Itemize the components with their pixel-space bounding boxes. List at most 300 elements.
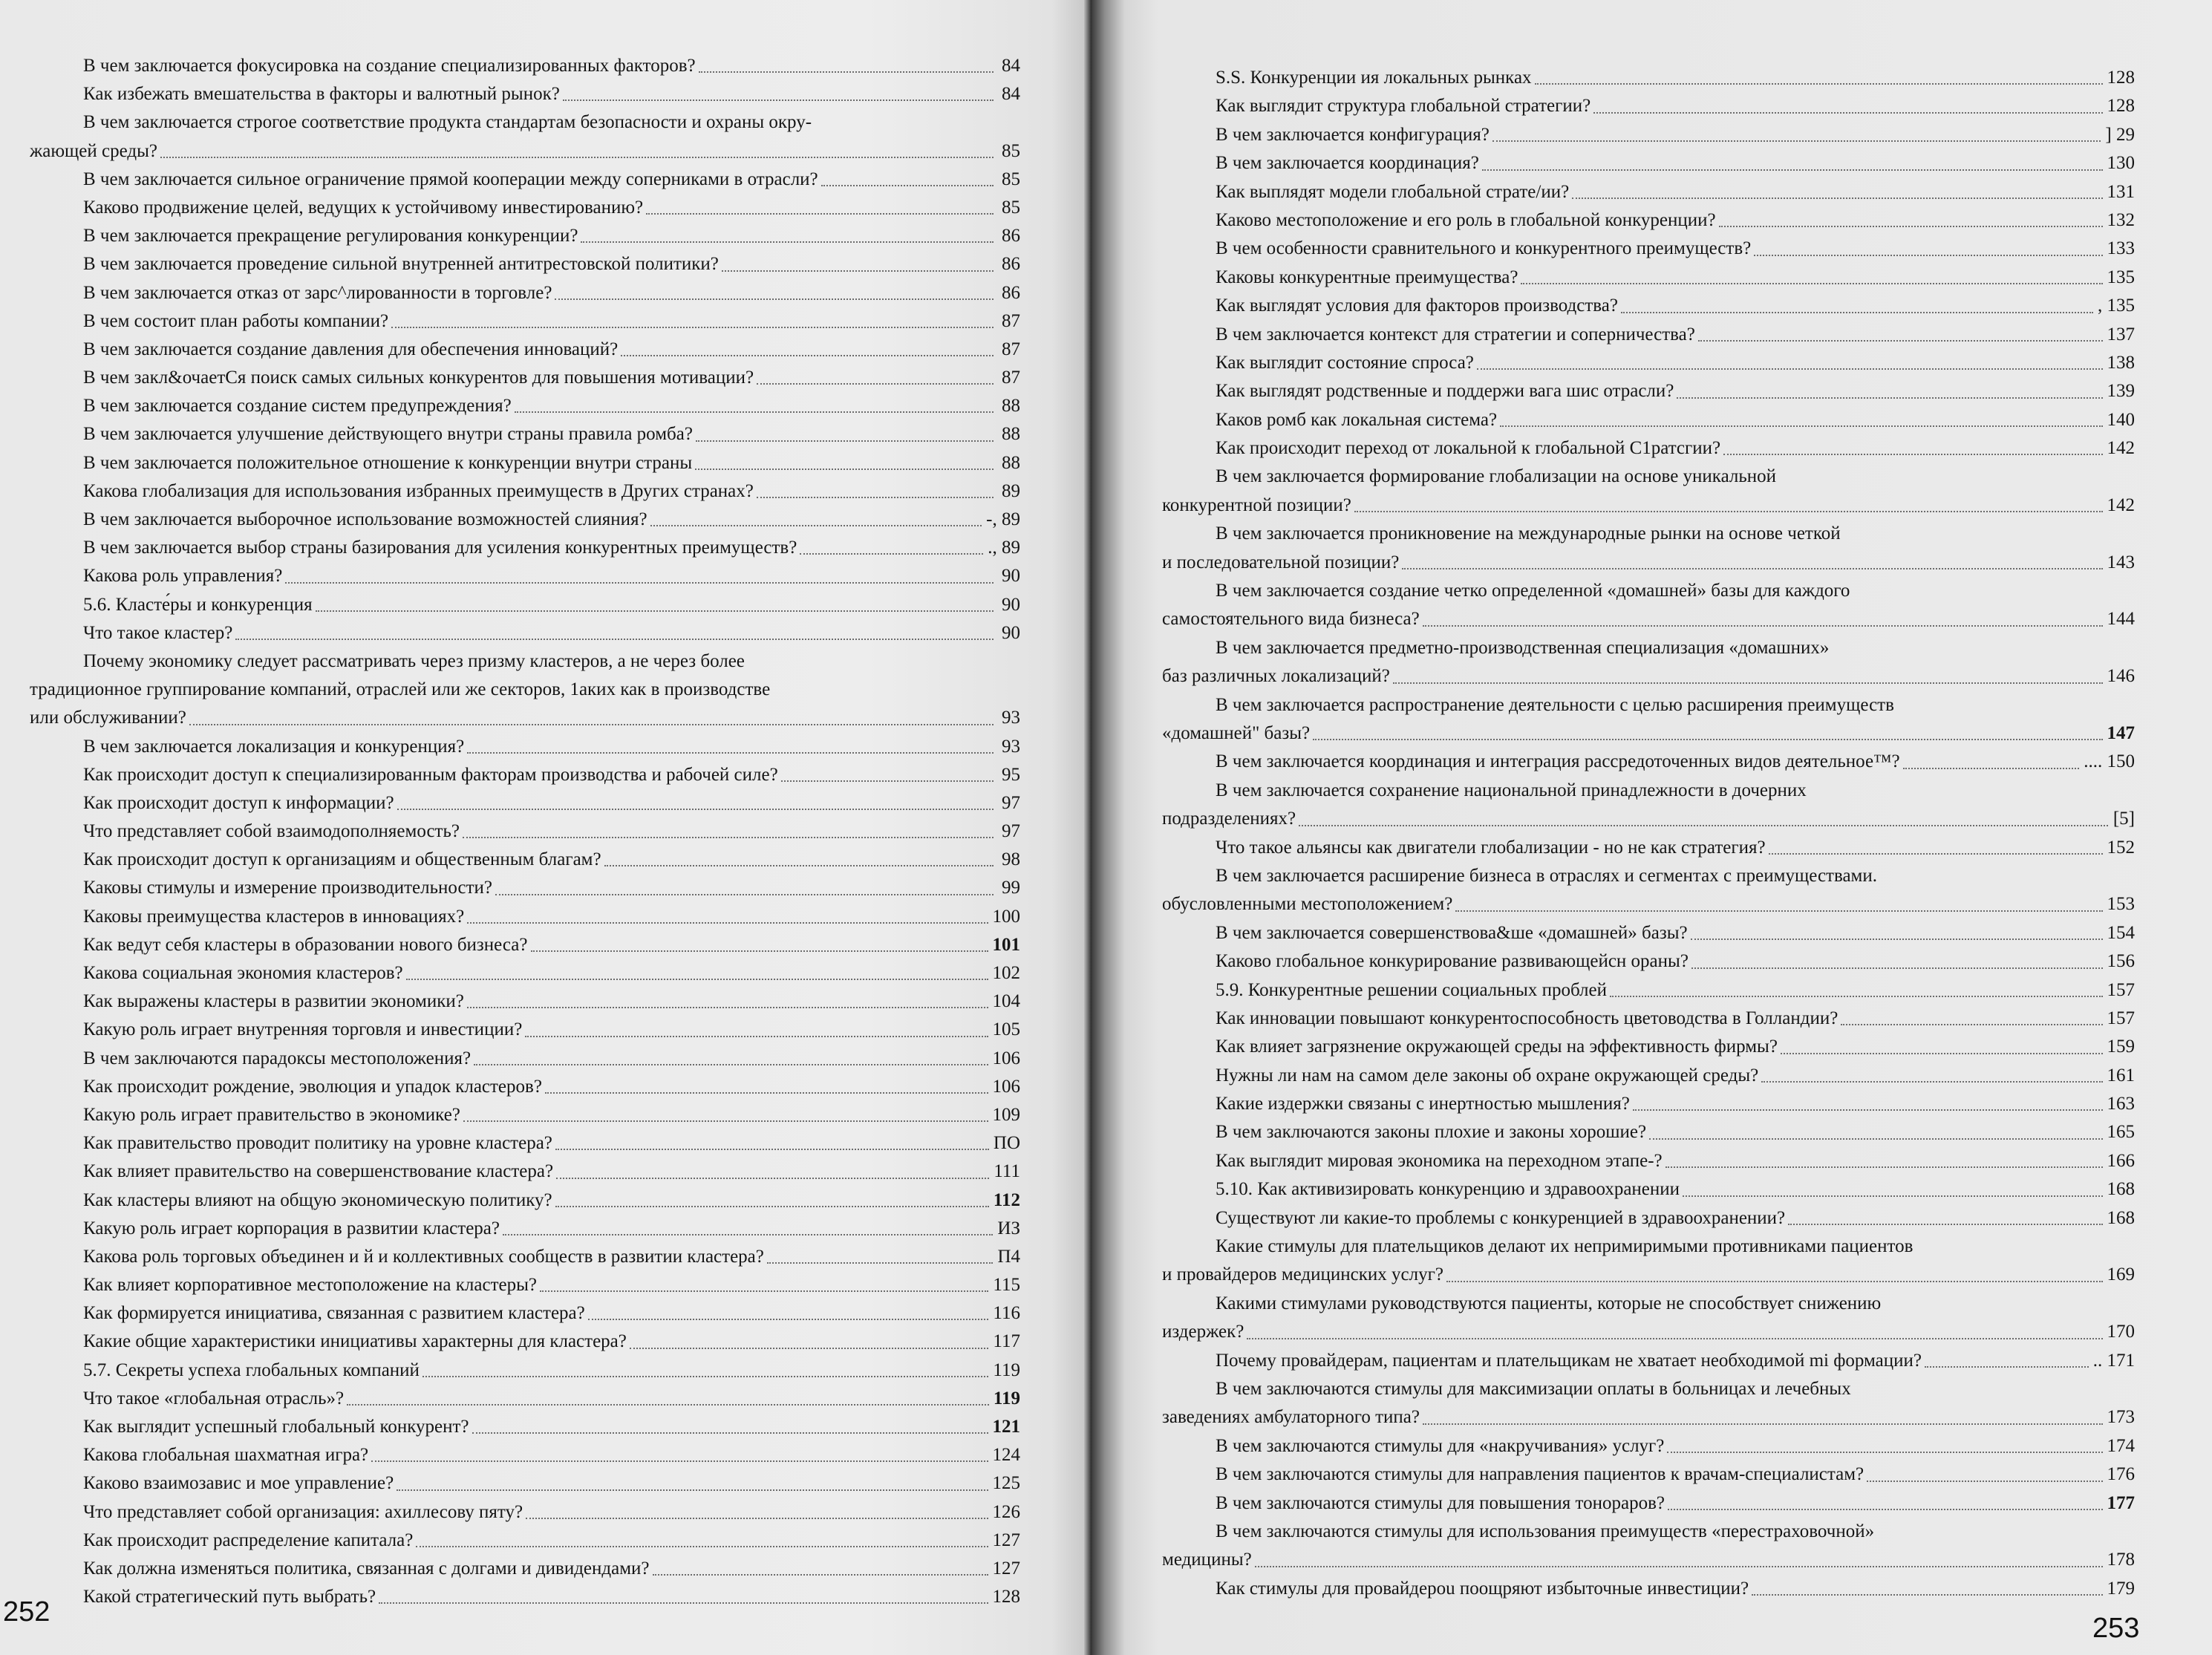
toc-entry-title: В чем заключаются законы плохие и законы хорошие?	[1216, 1122, 1647, 1143]
toc-entry[interactable]	[1162, 178, 2135, 206]
dot-leader	[722, 270, 994, 272]
toc-entry[interactable]	[30, 80, 1020, 108]
toc-page-number: 157	[2107, 979, 2135, 1000]
toc-entry-title: и последовательной позиции?	[1162, 552, 1400, 572]
toc-entry-title: жающей среды?	[30, 140, 157, 161]
toc-entry-title: и провайдеров медицинских услуг?	[1162, 1264, 1443, 1285]
toc-entry-line: В чем заключается распространение деятельности с целью расширения преимуществ	[1216, 694, 1894, 715]
toc-entry[interactable]	[1162, 805, 2135, 833]
toc-page-number: 85	[1002, 140, 1020, 161]
toc-page-number: 174	[2107, 1435, 2135, 1456]
toc-entry[interactable]	[30, 817, 1020, 846]
toc-entry-title: Каков ромб как локальная система?	[1216, 409, 1498, 430]
dot-leader	[588, 1318, 989, 1320]
toc-page-number: 128	[2107, 96, 2135, 117]
toc-entry[interactable]	[1162, 434, 2135, 463]
toc-entry-title: В чем заключаются стимулы для «накручивания» услуг?	[1216, 1435, 1665, 1456]
toc-entry[interactable]	[1162, 292, 2135, 320]
toc-page-number: 87	[1002, 339, 1020, 359]
toc-entry-title: Что такое «глобальная отрасль»?	[83, 1388, 345, 1408]
dot-leader	[555, 298, 994, 300]
toc-entry[interactable]	[1162, 834, 2135, 862]
toc-entry[interactable]	[1162, 947, 2135, 976]
toc-entry-title: Что представляет собой взаимодополняемость?	[83, 821, 460, 842]
dot-leader	[1719, 225, 2103, 227]
toc-page-number: 143	[2107, 552, 2135, 572]
toc-entry-title: В чем заключаются стимулы для направления пациентов к врачам-специалистам?	[1216, 1464, 1864, 1485]
toc-entry[interactable]	[1162, 549, 2135, 577]
toc-entry[interactable]	[1162, 264, 2135, 292]
dot-leader	[1754, 254, 2102, 256]
toc-entry-title: Какие общие характеристики инициативы характерны для кластера?	[83, 1331, 627, 1352]
toc-entry[interactable]	[30, 903, 1020, 931]
toc-entry-line: Какими стимулами руководствуются пациенты, которые не способствует снижению	[1216, 1293, 1882, 1313]
toc-entry[interactable]	[1162, 1005, 2135, 1033]
toc-page-number: 101	[992, 934, 1020, 955]
toc-page-number: 109	[992, 1104, 1020, 1125]
toc-entry[interactable]	[30, 279, 1020, 307]
toc-entry-title: Какие издержки связаны с инертностью мышления?	[1216, 1094, 1630, 1114]
dot-leader	[781, 780, 994, 782]
toc-page-number: 126	[992, 1501, 1020, 1522]
toc-page-number: 131	[2107, 181, 2135, 202]
dot-leader	[160, 156, 994, 158]
toc-entry-line: В чем заключается сохранение национальной принадлежности в дочерних	[1216, 780, 1807, 800]
toc-entry[interactable]	[30, 1045, 1020, 1073]
toc-entry[interactable]	[1162, 1460, 2135, 1489]
toc-entry-title: В чем заключается положительное отношение к конкуренции внутри страны	[83, 452, 693, 473]
toc-page-number: 157	[2107, 1008, 2135, 1028]
right-page	[1092, 0, 2212, 1655]
toc-entry[interactable]	[30, 1271, 1020, 1299]
toc-entry[interactable]	[30, 364, 1020, 392]
toc-entry[interactable]	[30, 1016, 1020, 1044]
toc-entry[interactable]	[30, 704, 1020, 732]
toc-entry[interactable]	[30, 1498, 1020, 1527]
dot-leader	[1761, 1080, 2102, 1083]
toc-entry[interactable]	[30, 1158, 1020, 1186]
toc-page-number: 119	[993, 1388, 1020, 1408]
toc-entry[interactable]	[30, 336, 1020, 364]
toc-entry-title: Что такое кластер?	[83, 622, 233, 643]
toc-entry[interactable]	[1162, 1062, 2135, 1090]
dot-leader	[650, 524, 982, 526]
dot-leader	[646, 212, 994, 215]
book-gutter	[1084, 0, 1092, 1655]
toc-entry[interactable]	[30, 931, 1020, 959]
toc-entry[interactable]	[30, 1413, 1020, 1441]
toc-entry[interactable]	[1162, 64, 2135, 92]
dot-leader	[1500, 425, 2102, 427]
dot-leader	[1535, 82, 2103, 85]
left-page	[0, 0, 1084, 1655]
toc-entry-title: Какой стратегический путь выбрать?	[83, 1587, 376, 1607]
toc-entry-title: В чем состоит план работы компании?	[83, 310, 389, 331]
toc-entry[interactable]	[30, 137, 1020, 166]
dot-leader	[391, 326, 994, 328]
dot-leader	[545, 1091, 988, 1094]
toc-entry-title: В чем заключается создание давления для обеспечения инноваций?	[83, 339, 619, 359]
toc-entry[interactable]	[30, 250, 1020, 278]
toc-entry[interactable]	[30, 1555, 1020, 1583]
toc-page-number: 121	[992, 1417, 1020, 1437]
toc-entry[interactable]	[30, 619, 1020, 647]
dot-leader	[467, 1006, 988, 1008]
toc-entry-title: Какую роль играет внутренняя торговля и инвестиции?	[83, 1019, 523, 1040]
toc-entry[interactable]	[1162, 1575, 2135, 1603]
toc-entry[interactable]	[30, 733, 1020, 761]
toc-entry[interactable]	[1162, 890, 2135, 918]
toc-entry[interactable]	[1162, 1347, 2135, 1375]
dot-leader	[1788, 1223, 2102, 1225]
toc-entry[interactable]	[30, 392, 1020, 420]
toc-entry-line: В чем заключается строгое соответствие продукта стандартам безопасности и охраны окру-	[83, 112, 812, 133]
toc-entry-title: издержек?	[1162, 1322, 1244, 1342]
toc-entry-title: В чем особенности сравнительного и конкурентного преимуществ?	[1216, 238, 1752, 259]
toc-entry-title: Нужны ли нам на самом деле законы об охране окружающей среды?	[1216, 1065, 1759, 1086]
toc-entry-title: Как влияет корпоративное местоположение на кластеры?	[83, 1275, 538, 1296]
toc-entry-title: Как выглядит мировая экономика на переходном этапе-?	[1216, 1150, 1663, 1171]
dot-leader	[563, 99, 994, 101]
toc-page-number: ИЗ	[997, 1218, 1020, 1238]
toc-entry-title: Как происходит доступ к специализированным факторам производства и рабочей силе?	[83, 764, 778, 785]
dot-leader	[474, 1063, 988, 1065]
toc-page-number: 166	[2107, 1150, 2135, 1171]
toc-entry[interactable]	[30, 1215, 1020, 1243]
toc-entry[interactable]	[30, 1299, 1020, 1328]
toc-page-number: 117	[993, 1331, 1020, 1352]
toc-entry-title: Каково продвижение целей, ведущих к устойчивому инвестированию?	[83, 197, 644, 218]
toc-entry[interactable]	[30, 1385, 1020, 1413]
toc-page-number: 93	[1002, 708, 1020, 728]
toc-page-number: 86	[1002, 254, 1020, 275]
dot-leader	[371, 1460, 988, 1462]
toc-entry[interactable]	[30, 534, 1020, 562]
dot-leader	[397, 808, 994, 810]
toc-entry[interactable]	[1162, 349, 2135, 377]
toc-entry[interactable]	[1162, 1118, 2135, 1146]
dot-leader	[1781, 1052, 2103, 1054]
dot-leader	[581, 241, 994, 243]
toc-entry-line: В чем заключается формирование глобализации на основе уникальной	[1216, 466, 1777, 487]
toc-page-number: 99	[1002, 878, 1020, 898]
toc-page-number: 173	[2107, 1407, 2135, 1428]
toc-page-number: 89	[1002, 480, 1020, 501]
toc-entry-title: Каково взаимозавис и мое управление?	[83, 1473, 394, 1494]
toc-page-number: .. 171	[2092, 1350, 2135, 1371]
dot-leader	[285, 581, 994, 584]
dot-leader	[531, 950, 988, 952]
dot-leader	[467, 751, 994, 754]
page-number: 252	[3, 1596, 50, 1628]
table-of-contents	[1162, 64, 2135, 1603]
toc-entry[interactable]	[30, 194, 1020, 222]
toc-entry-title: баз различных локализаций?	[1162, 666, 1390, 687]
toc-page-number: ПО	[993, 1133, 1020, 1154]
dot-leader	[1867, 1480, 2102, 1482]
toc-entry-line: В чем заключается проникновение на международные рынки на основе четкой	[1216, 523, 1841, 544]
toc-entry[interactable]	[1162, 377, 2135, 405]
toc-entry-title: Что представляет собой организация: ахиллесову пяту?	[83, 1501, 523, 1522]
dot-leader	[1610, 995, 2102, 997]
toc-page-number: 179	[2107, 1578, 2135, 1599]
dot-leader	[397, 1489, 988, 1491]
dot-leader	[463, 1120, 988, 1122]
dot-leader	[1393, 682, 2103, 684]
toc-entry-title: Как выглядят условия для факторов производства?	[1216, 296, 1618, 316]
toc-entry[interactable]	[30, 307, 1020, 336]
toc-entry[interactable]	[30, 477, 1020, 506]
toc-entry-title: Как должна изменяться политика, связанная с долгами и дивидендами?	[83, 1558, 650, 1579]
toc-entry-title: 5.10. Как активизировать конкуренцию и здравоохранении	[1216, 1179, 1680, 1200]
dot-leader	[1841, 1023, 2102, 1025]
toc-entry[interactable]	[1162, 92, 2135, 120]
toc-entry[interactable]	[1162, 919, 2135, 947]
toc-entry[interactable]	[30, 789, 1020, 817]
dot-leader	[653, 1573, 988, 1576]
toc-page-number: 169	[2107, 1264, 2135, 1285]
toc-entry[interactable]	[30, 1583, 1020, 1611]
toc-entry[interactable]	[1162, 149, 2135, 177]
toc-entry[interactable]	[1162, 206, 2135, 235]
dot-leader	[630, 1347, 989, 1349]
dot-leader	[467, 921, 988, 924]
toc-entry[interactable]	[1162, 719, 2135, 748]
toc-entry-title: заведениях амбулаторного типа?	[1162, 1407, 1420, 1428]
toc-page-number: 84	[1002, 56, 1020, 76]
toc-entry[interactable]	[30, 52, 1020, 80]
toc-page-number: 93	[1002, 736, 1020, 757]
toc-entry-title: В чем заключается выборочное использование возможностей слияния?	[83, 509, 647, 529]
toc-page-number: 112	[993, 1189, 1020, 1210]
toc-entry[interactable]	[30, 1243, 1020, 1271]
toc-entry[interactable]	[30, 222, 1020, 250]
toc-entry[interactable]	[1162, 1090, 2135, 1118]
toc-entry[interactable]	[30, 1527, 1020, 1555]
toc-entry-line: В чем заключается предметно-производственная специализация «домашних»	[1216, 637, 1830, 658]
toc-entry-title: Как стимулы для провайдероu поощряют избыточные инвестиции?	[1216, 1578, 1749, 1599]
dot-leader	[379, 1602, 988, 1604]
toc-page-number: 152	[2107, 837, 2135, 858]
toc-page-number: 90	[1002, 566, 1020, 587]
toc-entry[interactable]	[1162, 605, 2135, 633]
toc-entry[interactable]	[1162, 1318, 2135, 1346]
dot-leader	[1723, 453, 2102, 455]
toc-entry[interactable]	[1162, 1204, 2135, 1233]
toc-entry[interactable]	[30, 1073, 1020, 1101]
dot-leader	[1925, 1365, 2089, 1368]
toc-entry-title: Какую роль играет правительство в экономике?	[83, 1104, 460, 1125]
toc-page-number: -, 89	[986, 509, 1020, 529]
toc-entry[interactable]	[30, 959, 1020, 988]
toc-entry[interactable]	[30, 506, 1020, 534]
dot-leader	[1423, 624, 2103, 627]
dot-leader	[695, 468, 994, 470]
dot-leader	[621, 354, 994, 356]
toc-entry-title: В чем заключается конфигурация?	[1216, 124, 1490, 145]
dot-leader	[1667, 1451, 2102, 1453]
toc-entry[interactable]	[1162, 321, 2135, 349]
dot-leader	[1455, 910, 2102, 912]
toc-entry-title: В чем заключается совершенствова&ше «домашней» базы?	[1216, 922, 1688, 943]
toc-page-number: 88	[1002, 424, 1020, 445]
toc-page-number: 86	[1002, 282, 1020, 303]
toc-entry[interactable]	[30, 874, 1020, 902]
toc-entry-title: В чем заключается выбор страны базирования для усиления конкурентных преимуществ?	[83, 538, 797, 558]
toc-page-number: 159	[2107, 1037, 2135, 1057]
toc-entry[interactable]	[30, 1469, 1020, 1498]
toc-entry-title: В чем закл&очаетСя поиск самых сильных конкурентов для повышения мотивации?	[83, 368, 754, 388]
toc-page-number: .... 150	[2084, 751, 2135, 772]
toc-page-number: 104	[992, 991, 1020, 1012]
dot-leader	[503, 1233, 993, 1235]
toc-entry[interactable]	[30, 846, 1020, 874]
toc-entry[interactable]	[30, 1101, 1020, 1129]
toc-entry-title: «домашней" базы?	[1162, 722, 1311, 743]
toc-entry-title: Существуют ли какие-то проблемы с конкуренцией в здравоохранении?	[1216, 1207, 1786, 1228]
table-of-contents	[30, 52, 1020, 1611]
toc-page-number: 106	[992, 1048, 1020, 1068]
toc-entry-title: Какова роль управления?	[83, 566, 283, 587]
toc-entry[interactable]	[30, 420, 1020, 448]
toc-entry[interactable]	[30, 1357, 1020, 1385]
toc-entry[interactable]	[1162, 976, 2135, 1005]
toc-page-number: 87	[1002, 368, 1020, 388]
toc-entry-title: Каковы стимулы и измерение производительности?	[83, 878, 493, 898]
toc-entry[interactable]	[30, 1441, 1020, 1469]
toc-entry-title: Каковы преимущества кластеров в инновациях?	[83, 906, 465, 927]
toc-page-number: 95	[1002, 764, 1020, 785]
toc-entry-title: Почему провайдерам, пациентам и плательщикам не хватает необходимой mi формации?	[1216, 1350, 1922, 1371]
toc-entry-title: Как выглядят родственные и поддержи вага шис отрасли?	[1216, 381, 1674, 402]
toc-entry[interactable]	[30, 1129, 1020, 1158]
toc-entry[interactable]	[1162, 1546, 2135, 1574]
toc-page-number: 111	[994, 1161, 1020, 1182]
toc-entry-title: Как выглядит успешный глобальный конкурент?	[83, 1417, 469, 1437]
toc-page-number: 168	[2107, 1207, 2135, 1228]
toc-entry[interactable]	[30, 562, 1020, 590]
toc-entry-title: В чем заключается прекращение регулирования конкуренции?	[83, 226, 578, 247]
dot-leader	[1903, 767, 2080, 769]
toc-page-number: 125	[992, 1473, 1020, 1494]
toc-entry[interactable]	[1162, 748, 2135, 776]
dot-leader	[1677, 396, 2102, 399]
toc-page-number: 88	[1002, 396, 1020, 417]
toc-page-number: 128	[992, 1587, 1020, 1607]
toc-entry-title: Каковы конкурентные преимущества?	[1216, 267, 1518, 287]
dot-leader	[696, 440, 994, 442]
toc-page-number: П4	[997, 1246, 1020, 1267]
toc-entry-title: Какова роль торговых объединен и й и коллективных сообществ в развитии кластера?	[83, 1246, 764, 1267]
toc-page-number: 138	[2107, 352, 2135, 373]
toc-page-number: 146	[2107, 666, 2135, 687]
toc-entry-title: В чем заключается создание систем предупреждения?	[83, 396, 512, 417]
toc-entry-line: В чем заключаются стимулы для использования преимуществ «перестраховочной»	[1216, 1521, 1875, 1541]
toc-page-number: 142	[2107, 494, 2135, 515]
toc-page-number: 127	[992, 1530, 1020, 1550]
toc-entry[interactable]	[30, 166, 1020, 194]
toc-page-number: 163	[2107, 1094, 2135, 1114]
toc-entry-title: обусловленными местоположением?	[1162, 894, 1453, 915]
toc-entry[interactable]	[1162, 1147, 2135, 1175]
toc-page-number: [5]	[2113, 809, 2135, 829]
toc-entry[interactable]	[30, 1328, 1020, 1356]
toc-page-number: 127	[992, 1558, 1020, 1579]
dot-leader	[189, 723, 994, 725]
toc-entry-title: 5.9. Конкурентные решении социальных проблей	[1216, 979, 1608, 1000]
toc-entry[interactable]	[30, 1186, 1020, 1215]
toc-entry[interactable]	[30, 449, 1020, 477]
toc-page-number: 137	[2107, 324, 2135, 345]
dot-leader	[1621, 311, 2093, 313]
toc-page-number: ., 89	[988, 538, 1020, 558]
toc-entry[interactable]	[1162, 662, 2135, 691]
dot-leader	[604, 864, 994, 866]
toc-entry-title: В чем заключается отказ от зарс^лированности в торговле?	[83, 282, 552, 303]
toc-entry[interactable]	[1162, 1403, 2135, 1432]
toc-page-number: 144	[2107, 609, 2135, 630]
toc-entry-title: В чем заключается сильное ограничение прямой кооперации между соперниками в отрасли?	[83, 169, 818, 189]
toc-entry[interactable]	[1162, 492, 2135, 520]
toc-entry[interactable]	[1162, 1175, 2135, 1204]
toc-entry[interactable]	[1162, 1432, 2135, 1460]
toc-entry-title: подразделениях?	[1162, 809, 1296, 829]
toc-page-number: 119	[993, 1359, 1020, 1380]
toc-page-number: 161	[2107, 1065, 2135, 1086]
toc-entry-title: или обслуживании?	[30, 708, 186, 728]
toc-page-number: 106	[992, 1076, 1020, 1097]
toc-entry-line: В чем заключается создание четко определенной «домашней» базы для каждого	[1216, 581, 1850, 601]
toc-entry-line: Почему экономику следует рассматривать через призму кластеров, а не через более	[83, 650, 745, 671]
dot-leader	[1683, 1195, 2102, 1197]
toc-page-number: 97	[1002, 821, 1020, 842]
toc-page-number: 147	[2107, 722, 2135, 743]
dot-leader	[1593, 111, 2102, 114]
toc-entry[interactable]	[1162, 1489, 2135, 1518]
toc-entry-title: Как избежать вмешательства в факторы и валютный рынок?	[83, 84, 560, 105]
dot-leader	[767, 1261, 994, 1264]
toc-entry-line: Какие стимулы для плательщиков делают их непримиримыми противниками пациентов	[1216, 1236, 1914, 1257]
dot-leader	[1691, 967, 2103, 969]
toc-page-number: 130	[2107, 153, 2135, 174]
dot-leader	[1769, 852, 2103, 855]
toc-entry[interactable]	[1162, 1033, 2135, 1061]
toc-entry-title: Как инновации повышают конкурентоспособность цветоводства в Голландии?	[1216, 1008, 1839, 1028]
toc-page-number: 100	[992, 906, 1020, 927]
toc-entry-title: Как правительство проводит политику на уровне кластера?	[83, 1133, 552, 1154]
dot-leader	[515, 411, 994, 413]
toc-entry-title: В чем заключается проведение сильной внутренней антитрестовской политики?	[83, 254, 719, 275]
dot-leader	[800, 552, 983, 555]
toc-entry[interactable]	[1162, 1261, 2135, 1289]
dot-leader	[347, 1403, 989, 1406]
toc-entry[interactable]	[30, 988, 1020, 1016]
toc-entry[interactable]	[1162, 121, 2135, 149]
toc-entry[interactable]	[30, 761, 1020, 789]
dot-leader	[463, 836, 994, 838]
dot-leader	[1665, 1166, 2103, 1168]
dot-leader	[1649, 1137, 2102, 1140]
dot-leader	[1402, 567, 2102, 569]
toc-page-number: 140	[2107, 409, 2135, 430]
toc-page-number: 156	[2107, 951, 2135, 972]
toc-entry[interactable]	[1162, 235, 2135, 263]
toc-page-number: 97	[1002, 792, 1020, 813]
dot-leader	[1633, 1109, 2103, 1111]
toc-entry[interactable]	[1162, 406, 2135, 434]
toc-page-number: 88	[1002, 452, 1020, 473]
toc-entry[interactable]	[30, 591, 1020, 619]
